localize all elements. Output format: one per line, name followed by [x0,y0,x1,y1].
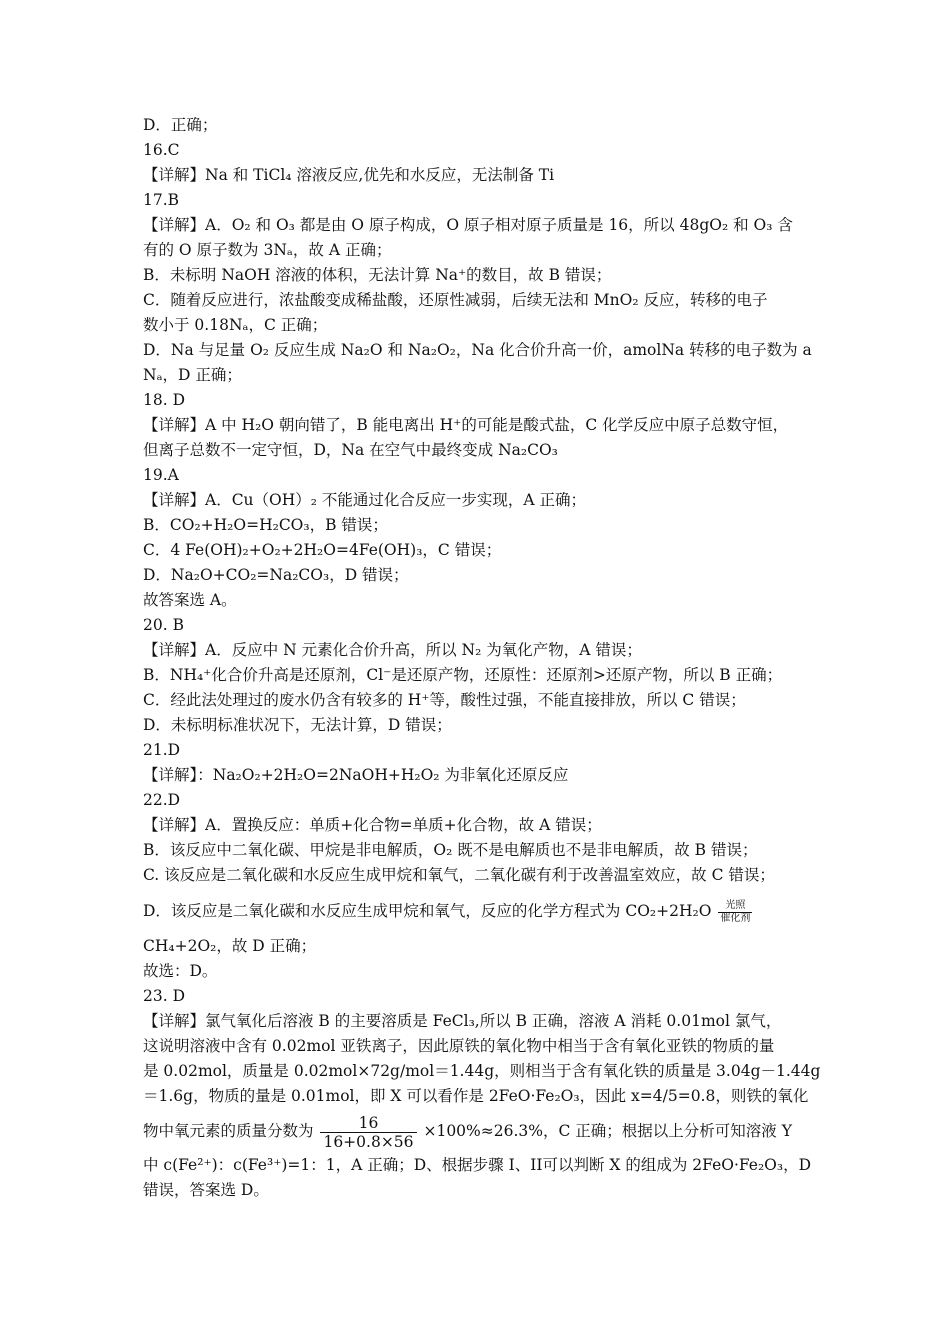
text-line: Nₐ，D 正确； [143,366,242,384]
fraction-numerator: 16 [320,1114,416,1133]
explanation-line: 【详解】Na 和 TiCl₄ 溶液反应,优先和水反应，无法制备 Ti [143,166,555,184]
text-line: 这说明溶液中含有 0.02mol 亚铁离子，因此原铁的氧化物中相当于含有氧化亚铁的物质的量 [143,1037,775,1055]
equation-line [143,896,813,926]
fraction-suffix: ×100%≈26.3%，C 正确；根据以上分析可知溶液 Y [423,1122,792,1140]
text-line: 中 c(Fe²⁺)：c(Fe³⁺)=1：1，A 正确；D、根据步骤 I、II可以判断 X 的组成为 2FeO·Fe₂O₃，D [143,1156,812,1174]
text-line: 数小于 0.18Nₐ，C 正确； [143,316,328,334]
text-line: D．Na₂O+CO₂=Na₂CO₃，D 错误； [143,566,409,584]
text-line: B．未标明 NaOH 溶液的体积，无法计算 Na⁺的数目，故 B 错误； [143,266,612,284]
text-line: D．正确； [143,116,218,134]
explanation-line: 【详解】A．反应中 N 元素化合价升高，所以 N₂ 为氧化产物，A 错误； [143,641,642,659]
text-line: 故选：D。 [143,962,218,980]
fraction-line [143,1109,813,1153]
text-line: C．随着反应进行，浓盐酸变成稀盐酸，还原性减弱，后续无法和 MnO₂ 反应，转移的电子 [143,291,768,309]
answer-page [143,113,821,1203]
text-line: B．NH₄⁺化合价升高是还原剂，Cl⁻是还原产物，还原性：还原剂>还原产物，所以 B 正确； [143,666,783,684]
text-line: B．该反应中二氧化碳、甲烷是非电解质，O₂ 既不是电解质也不是非电解质，故 B 错误； [143,841,758,859]
text-line: C. 该反应是二氧化碳和水反应生成甲烷和氧气，二氧化碳有利于改善温室效应，故 C 错误； [143,866,775,884]
explanation-line: 【详解】A．置换反应：单质+化合物=单质+化合物，故 A 错误； [143,816,602,834]
text-line: C．经此法处理过的废水仍含有较多的 H⁺等，酸性过强，不能直接排放，所以 C 错误； [143,691,746,709]
text-line: 是 0.02mol，质量是 0.02mol×72g/mol＝1.44g，则相当于含有氧化铁的质量是 3.04g－1.44g [143,1062,821,1080]
fraction-denominator: 16+0.8×56 [323,1132,414,1151]
arrow-condition-bottom: 催化剂 [720,912,751,924]
explanation-line: 【详解】：Na₂O₂+2H₂O=2NaOH+H₂O₂ 为非氧化还原反应 [143,766,569,784]
text-line: 故答案选 A。 [143,591,237,609]
mass-fraction [320,1114,416,1151]
reaction-arrow [718,900,752,925]
question-number: 18. D [143,391,186,409]
question-number: 20. B [143,616,184,634]
text-line: 但离子总数不一定守恒，D，Na 在空气中最终变成 Na₂CO₃ [143,441,558,459]
text-line: D．未标明标准状况下，无法计算，D 错误； [143,716,452,734]
equation-text: D．该反应是二氧化碳和水反应生成甲烷和氧气，反应的化学方程式为 CO₂+2H₂O [143,902,712,920]
arrow-condition-top: 光照 [718,900,752,913]
question-number: 19.A [143,466,179,484]
text-line: 错误，答案选 D。 [143,1181,269,1199]
text-line: 有的 O 原子数为 3Nₐ，故 A 正确； [143,241,392,259]
fraction-prefix: 物中氧元素的质量分数为 [143,1122,314,1140]
spacer [143,888,813,896]
explanation-line: 【详解】A．O₂ 和 O₃ 都是由 O 原子构成，O 原子相对原子质量是 16，所以 48gO₂ 和 O₃ 含 [143,216,793,234]
text-line: B．CO₂+H₂O=H₂CO₃，B 错误； [143,516,388,534]
explanation-line: 【详解】A 中 H₂O 朝向错了，B 能电离出 H⁺的可能是酸式盐，C 化学反应中原子总数守恒， [143,416,789,434]
text-line: D．Na 与足量 O₂ 反应生成 Na₂O 和 Na₂O₂，Na 化合价升高一价，amolNa 转移的电子数为 a [143,341,812,359]
text-line: CH₄+2O₂，故 D 正确； [143,937,317,955]
question-number: 23. D [143,987,186,1005]
question-number: 21.D [143,741,181,759]
text-line: ＝1.6g，物质的量是 0.01mol，即 X 可以看作是 2FeO·Fe₂O₃，因此 x=4/5=0.8，则铁的氧化 [143,1087,809,1105]
text-line: C．4 Fe(OH)₂+O₂+2H₂O=4Fe(OH)₃，C 错误； [143,541,502,559]
question-number: 17.B [143,191,180,209]
question-number: 16.C [143,141,180,159]
explanation-line: 【详解】A．Cu（OH）₂ 不能通过化合反应一步实现，A 正确； [143,491,587,509]
explanation-line: 【详解】氯气氧化后溶液 B 的主要溶质是 FeCl₃,所以 B 正确，溶液 A 消耗 0.01mol 氯气， [143,1012,782,1030]
spacer [143,926,813,934]
question-number: 22.D [143,791,181,809]
